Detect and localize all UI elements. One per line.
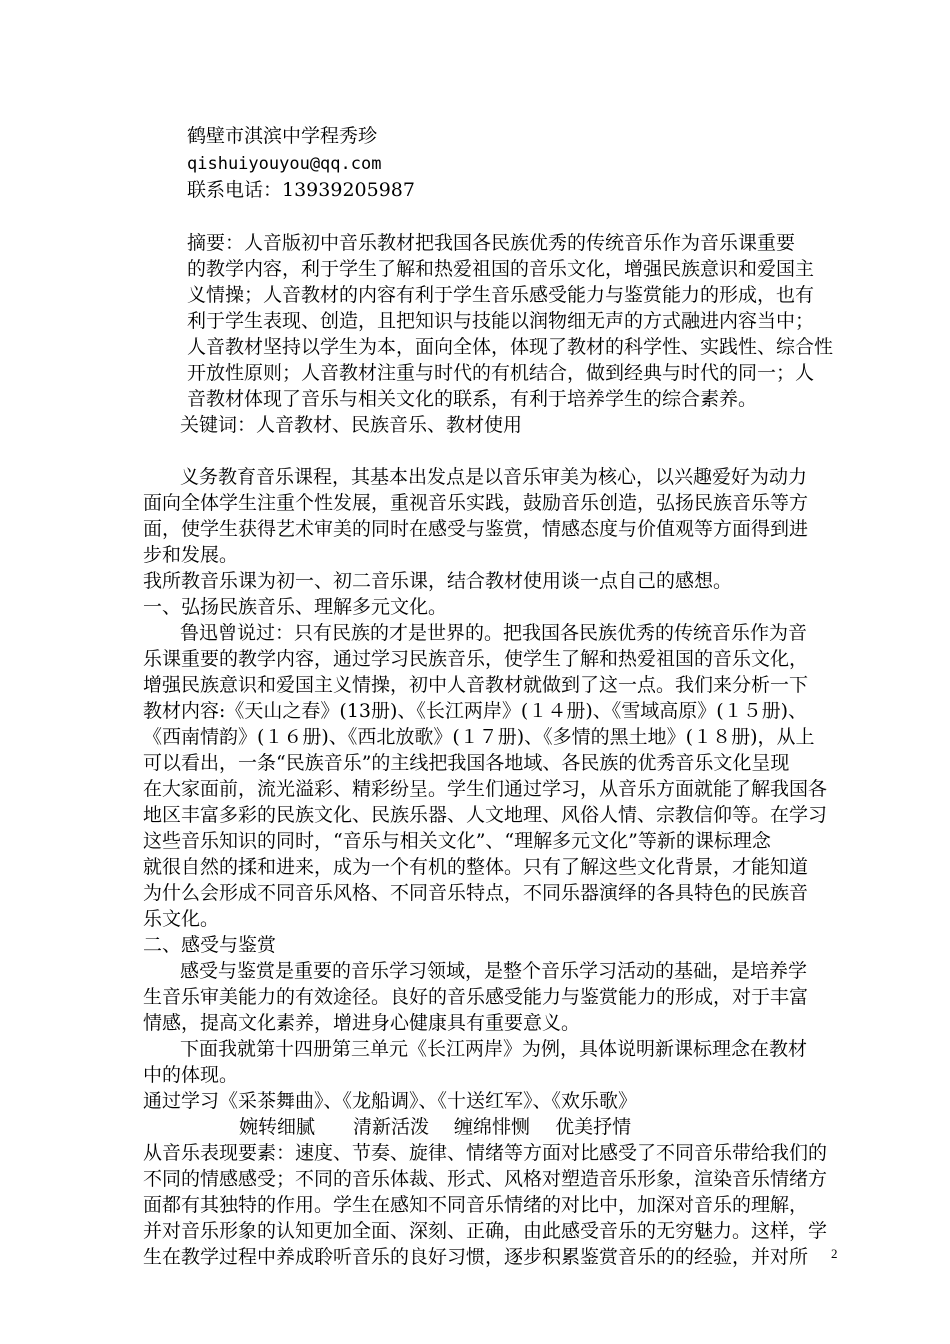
body-line: 面，使学生获得艺术审美的同时在感受与鉴赏，情感态度与价值观等方面得到进 [143,518,809,540]
body-line: 乐课重要的教学内容，通过学习民族音乐，使学生了解和热爱祖国的音乐文化， [143,648,809,670]
email-line: qishuiyouyou@qq.com [187,154,382,174]
body-line: 不同的情感感受；不同的音乐体裁、形式、风格对塑造音乐形象，渲染音乐情绪方 [143,1168,828,1190]
body-line: 我所教音乐课为初一、初二音乐课，结合教材使用谈一点自己的感想。 [143,570,733,592]
body-line: 并对音乐形象的认知更加全面、深刻、正确，由此感受音乐的无穷魅力。这样，学 [143,1220,828,1242]
abstract-line: 利于学生表现、创造，且把知识与技能以润物细无声的方式融进内容当中； [187,310,815,332]
body-line: 《西南情韵》(１６册)、《西北放歌》(１７册)、《多情的黑土地》(１８册)，从上 [143,726,815,748]
author-line: 鹤壁市淇滨中学程秀珍 [187,125,378,147]
body-line: 面都有其独特的作用。学生在感知不同音乐情绪的对比中，加深对音乐的理解， [143,1194,809,1216]
body-line: 在大家面前，流光溢彩、精彩纷呈。学生们通过学习，从音乐方面就能了解我国各 [143,778,828,800]
body-line: 面向全体学生注重个性发展，重视音乐实践，鼓励音乐创造，弘扬民族音乐等方 [143,492,809,514]
body-line: 教材内容:《天山之春》(13册)、《长江两岸》(１４册)、《雪域高原》(１５册)、 [143,700,808,722]
song-list-line: 通过学习《采茶舞曲》、《龙船调》、《十送红军》、《欢乐歌》 [143,1090,638,1112]
abstract-line: 音教材体现了音乐与相关文化的联系，有利于培养学生的综合素养。 [187,388,758,410]
abstract-line: 摘要：人音版初中音乐教材把我国各民族优秀的传统音乐作为音乐课重要 [187,232,796,254]
abstract-line: 开放性原则；人音教材注重与时代的有机结合，做到经典与时代的同一；人 [187,362,815,384]
body-line: 中的体现。 [143,1064,239,1086]
body-line: 情感，提高文化素养，增进身心健康具有重要意义。 [143,1012,581,1034]
body-line: 下面我就第十四册第三单元《长江两岸》为例，具体说明新课标理念在教材 [180,1038,808,1060]
body-line: 地区丰富多彩的民族文化、民族乐器、人文地理、风俗人情、宗教信仰等。在学习 [143,804,828,826]
phone-line: 联系电话：13939205987 [187,179,415,201]
keywords-line: 关键词：人音教材、民族音乐、教材使用 [180,414,523,436]
section-heading: 二、感受与鉴赏 [143,934,277,956]
abstract-line: 义情操；人音教材的内容有利于学生音乐感受能力与鉴赏能力的形成，也有 [187,284,815,306]
body-line: 鲁迅曾说过：只有民族的才是世界的。把我国各民族优秀的传统音乐作为音 [180,622,808,644]
body-line: 为什么会形成不同音乐风格、不同音乐特点，不同乐器演绎的各具特色的民族音 [143,882,809,904]
body-line: 增强民族意识和爱国主义情操，初中人音教材就做到了这一点。我们来分析一下 [143,674,809,696]
body-line: 乐文化。 [143,908,220,930]
body-line: 步和发展。 [143,544,239,566]
body-line: 就很自然的揉和进来，成为一个有机的整体。只有了解这些文化背景，才能知道 [143,856,809,878]
abstract-line: 的教学内容，利于学生了解和热爱祖国的音乐文化，增强民族意识和爱国主 [187,258,815,280]
section-heading: 一、弘扬民族音乐、理解多元文化。 [143,596,448,618]
body-line: 生在教学过程中养成聆听音乐的良好习惯，逐步积累鉴赏音乐的的经验，并对所 [143,1246,809,1268]
body-line: 生音乐审美能力的有效途径。良好的音乐感受能力与鉴赏能力的形成，对于丰富 [143,986,809,1008]
body-line: 这些音乐知识的同时，“音乐与相关文化”、“理解多元文化”等新的课标理念 [143,830,771,852]
body-line: 从音乐表现要素：速度、节奏、旋律、情绪等方面对比感受了不同音乐带给我们的 [143,1142,828,1164]
body-line: 可以看出，一条“民族音乐”的主线把我国各地域、各民族的优秀音乐文化呈现 [143,752,790,774]
abstract-line: 人音教材坚持以学生为本，面向全体，体现了教材的科学性、实践性、综合性 [187,336,834,358]
page-number: 2 [831,1246,838,1261]
song-style-line: 婉转细腻 清新活泼 缠绵悱恻 优美抒情 [239,1116,632,1138]
body-line: 感受与鉴赏是重要的音乐学习领域，是整个音乐学习活动的基础，是培养学 [180,960,808,982]
body-line: 义务教育音乐课程，其基本出发点是以音乐审美为核心，以兴趣爱好为动力 [180,466,808,488]
